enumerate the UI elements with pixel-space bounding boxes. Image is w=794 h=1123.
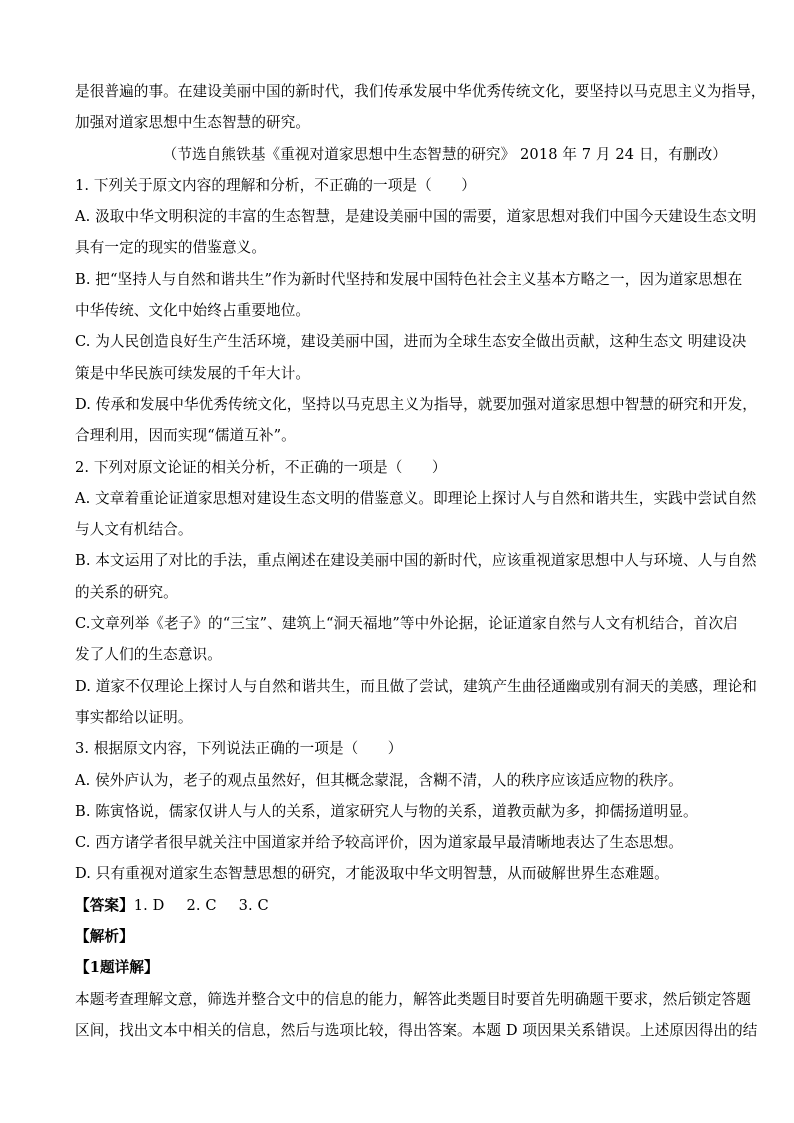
option-a: A. 侯外庐认为，老子的观点虽然好，但其概念蒙混，含糊不清，人的秩序应该适应物的秩序。 — [75, 771, 683, 789]
question-2 — [75, 452, 757, 734]
answer-line — [75, 890, 727, 921]
answer-label: 【答案】 — [75, 896, 134, 914]
option-c-line-1: C. 为人民创造良好生产生活环境，建设美丽中国，进而为全球生态安全做出贡献，这种生态文 明建设决 — [75, 333, 747, 351]
source-citation: （节选自熊铁基《重视对道家思想中生态智慧的研究》 2018 年 7 月 24 日，有删改） — [162, 145, 727, 163]
document-page — [75, 76, 766, 1046]
option-c-line-2: 策是中华民族可续发展的千年大计。 — [75, 364, 311, 382]
option-a-line-1: A. 汲取中华文明积淀的丰富的生态智慧，是建设美丽中国的需要，道家思想对我们中国今天建设生态文明 — [75, 208, 757, 226]
option-b-line-2: 的关系的研究。 — [75, 583, 178, 601]
option-a-line-1: A. 文章着重论证道家思想对建设生态文明的借鉴意义。即理论上探讨人与自然和谐共生，实践中尝试自然 — [75, 489, 757, 507]
option-a-line-2: 具有一定的现实的借鉴意义。 — [75, 239, 267, 257]
option-d-line-1: D. 道家不仅理论上探讨人与自然和谐共生，而且做了尝试，建筑产生曲径通幽或别有洞天的美感，理论和 — [75, 677, 757, 695]
question-1 — [75, 170, 757, 452]
option-b-line-2: 中华传统、文化中始终占重要地位。 — [75, 302, 311, 320]
question-stem: 1. 下列关于原文内容的理解和分析，不正确的一项是（ ） — [75, 176, 476, 194]
question-3 — [75, 733, 727, 889]
option-d-line-2: 事实都给以证明。 — [75, 708, 193, 726]
answer-item: 1. D — [133, 896, 165, 914]
intro-line-1: 是很普遍的事。在建设美丽中国的新时代，我们传承发展中华优秀传统文化，要坚持以马克思主义为指导， — [75, 83, 766, 100]
option-c-line-1: C.文章列举《老子》的“三宝”、建筑上“洞天福地”等中外论据，论证道家自然与人文有机结合，首次启 — [75, 615, 738, 633]
option-c: C. 西方诸学者很早就关注中国道家并给予较高评价，因为道家最早最清晰地表达了生态思想。 — [75, 834, 683, 852]
answer-item: 2. C — [186, 896, 217, 914]
analysis-line-1: 本题考查理解文意，筛选并整合文中的信息的能力，解答此类题目时要首先明确题干要求，然后锁定答题 — [75, 990, 751, 1008]
option-a-line-2: 与人文有机结合。 — [75, 521, 193, 539]
option-b-line-1: B. 把“坚持人与自然和谐共生”作为新时代坚持和发展中国特色社会主义基本方略之一，因为道家思想在 — [75, 270, 743, 288]
option-d-line-1: D. 传承和发展中华优秀传统文化，坚持以马克思主义为指导，就要加强对道家思想中智慧的研究和开发， — [75, 395, 757, 413]
analysis-sub-heading: 【1题详解】 — [75, 959, 159, 977]
question-stem: 3. 根据原文内容，下列说法正确的一项是（ ） — [75, 740, 403, 758]
option-b: B. 陈寅恪说，儒家仅讲人与人的关系，道家研究人与物的关系，道教贡献为多，抑儒扬道明显。 — [75, 802, 698, 820]
option-d-line-2: 合理利用，因而实现“儒道互补”。 — [75, 427, 296, 445]
option-b-line-1: B. 本文运用了对比的手法，重点阐述在建设美丽中国的新时代，应该重视道家思想中人与环境、人与自然 — [75, 552, 757, 570]
option-d: D. 只有重视对道家生态智慧思想的研究，才能汲取中华文明智慧，从而破解世界生态难题。 — [75, 865, 669, 883]
analysis-line-2: 区间，找出文本中相关的信息，然后与选项比较，得出答案。本题 D 项因果关系错误。上述原因得出的结 — [75, 1021, 758, 1039]
answer-item: 3. C — [238, 896, 269, 914]
question-stem: 2. 下列对原文论证的相关分析，不正确的一项是（ ） — [75, 458, 447, 476]
intro-line-2: 加强对道家思想中生态智慧的研究。 — [75, 114, 311, 132]
analysis-heading: 【解析】 — [75, 928, 134, 946]
option-c-line-2: 发了人们的生态意识。 — [75, 646, 222, 664]
